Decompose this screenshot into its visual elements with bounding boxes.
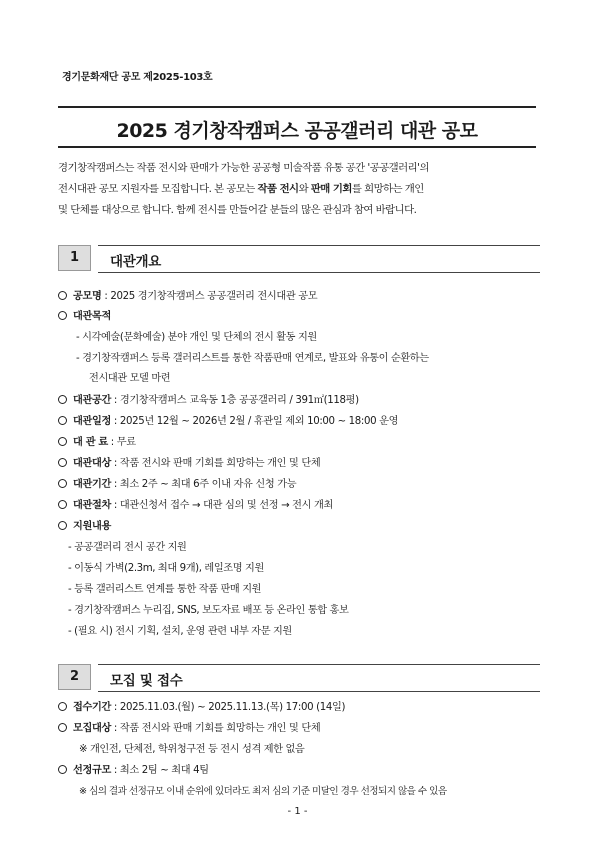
scale-note: ※ 심의 결과 선정규모 이내 순위에 있더라도 최저 심의 기준 미달인 경우 선정되지 않을 수 있음 <box>79 786 447 797</box>
item-key: 대 관 료 <box>73 437 108 448</box>
intro-bold-exhibit: 작품 전시 <box>257 183 299 195</box>
item-key: 대관절차 <box>73 500 111 511</box>
intro-line-1: 경기창작캠퍼스는 작품 전시와 판매가 가능한 공공형 미술작품 유통 공간 '공공갤러리'의 <box>58 162 429 174</box>
item-contest-name <box>58 287 317 307</box>
item-key: 대관목적 <box>73 311 111 322</box>
item-key: 대관기간 <box>73 479 111 490</box>
item-key: 접수기간 <box>73 702 111 713</box>
intro-text: 와 <box>298 183 311 195</box>
item-value: : 2025 경기창작캠퍼스 공공갤러리 전시대관 공모 <box>101 291 318 302</box>
item-key: 공모명 <box>73 291 102 302</box>
circle-bullet-icon <box>58 765 67 774</box>
item-value: : 최소 2주 ~ 최대 6주 이내 자유 신청 가능 <box>110 479 297 490</box>
intro-paragraph <box>58 158 540 221</box>
support-item: - 이동식 가벽(2.3m, 최대 9개), 레일조명 지원 <box>68 563 264 574</box>
recruit-note: ※ 개인전, 단체전, 학위청구전 등 전시 성격 제한 없음 <box>79 744 305 755</box>
section-number: 2 <box>58 664 91 690</box>
item-key: 선정규모 <box>73 765 111 776</box>
section-header-1 <box>58 245 540 273</box>
item-space <box>58 391 359 411</box>
intro-line-2 <box>58 179 540 200</box>
item-fee <box>58 433 136 453</box>
circle-bullet-icon <box>58 416 67 425</box>
circle-bullet-icon <box>58 437 67 446</box>
item-support <box>58 517 111 537</box>
item-value: : 작품 전시와 판매 기회를 희망하는 개인 및 단체 <box>110 723 321 734</box>
item-target <box>58 454 320 474</box>
intro-text: 전시대관 공모 지원자를 모집합니다. 본 공모는 <box>58 183 258 195</box>
divider <box>98 245 540 246</box>
item-process <box>58 496 333 516</box>
purpose-line-2b: 전시대관 모델 마련 <box>89 373 171 384</box>
notice-number: 경기문화재단 공모 제2025-103호 <box>62 72 213 83</box>
section-title: 대관개요 <box>110 254 161 270</box>
circle-bullet-icon <box>58 395 67 404</box>
purpose-line-1: - 시각예술(문화예술) 분야 개인 및 단체의 전시 활동 지원 <box>76 332 317 343</box>
item-schedule <box>58 412 398 432</box>
intro-text: 를 희망하는 개인 <box>351 183 424 195</box>
divider <box>98 272 540 273</box>
intro-line-3: 및 단체를 대상으로 합니다. 함께 전시를 만들어갈 분들의 많은 관심과 참여 바랍니다. <box>58 204 417 216</box>
support-item: - 경기창작캠퍼스 누리집, SNS, 보도자료 배포 등 온라인 통합 홍보 <box>68 605 349 616</box>
circle-bullet-icon <box>58 311 67 320</box>
item-selection-scale <box>58 761 209 781</box>
support-item: - (필요 시) 전시 기획, 설치, 운영 관련 내부 자문 지원 <box>68 626 292 637</box>
support-item: - 등록 갤러리스트 연계를 통한 작품 판매 지원 <box>68 584 262 595</box>
item-value: : 경기창작캠퍼스 교육동 1층 공공갤러리 / 391㎡(118평) <box>110 395 359 406</box>
purpose-line-2: - 경기창작캠퍼스 등록 갤러리스트를 통한 작품판매 연계로, 발표와 유통이 순환하는 <box>76 353 429 364</box>
item-receipt-period <box>58 698 345 718</box>
item-key: 대관일정 <box>73 416 111 427</box>
circle-bullet-icon <box>58 479 67 488</box>
item-value: : 최소 2팀 ~ 최대 4팀 <box>110 765 209 776</box>
item-value: : 무료 <box>107 437 136 448</box>
page-number: - 1 - <box>287 806 308 817</box>
section-header-2 <box>58 664 540 692</box>
divider <box>98 691 540 692</box>
item-key: 지원내용 <box>73 521 111 532</box>
divider <box>98 664 540 665</box>
title-box <box>58 106 536 148</box>
support-item: - 공공갤러리 전시 공간 지원 <box>68 542 187 553</box>
item-value: : 2025년 12월 ~ 2026년 2월 / 휴관일 제외 10:00 ~ 18:00 운영 <box>110 416 399 427</box>
section-title: 모집 및 접수 <box>110 673 183 689</box>
circle-bullet-icon <box>58 291 67 300</box>
circle-bullet-icon <box>58 500 67 509</box>
circle-bullet-icon <box>58 723 67 732</box>
item-value: : 작품 전시와 판매 기회를 희망하는 개인 및 단체 <box>110 458 321 469</box>
circle-bullet-icon <box>58 521 67 530</box>
page-title: 2025 경기창작캠퍼스 공공갤러리 대관 공모 <box>116 120 478 142</box>
circle-bullet-icon <box>58 458 67 467</box>
item-key: 모집대상 <box>73 723 111 734</box>
item-key: 대관대상 <box>73 458 111 469</box>
item-purpose <box>58 307 111 327</box>
circle-bullet-icon <box>58 702 67 711</box>
item-key: 대관공간 <box>73 395 111 406</box>
item-value: : 2025.11.03.(월) ~ 2025.11.13.(목) 17:00 (14일) <box>110 702 346 713</box>
section-number: 1 <box>58 245 91 271</box>
intro-bold-sale: 판매 기회 <box>310 183 352 195</box>
item-period <box>58 475 296 495</box>
item-value: : 대관신청서 접수 → 대관 심의 및 선정 → 전시 개최 <box>110 500 334 511</box>
item-recruit-target <box>58 719 320 739</box>
